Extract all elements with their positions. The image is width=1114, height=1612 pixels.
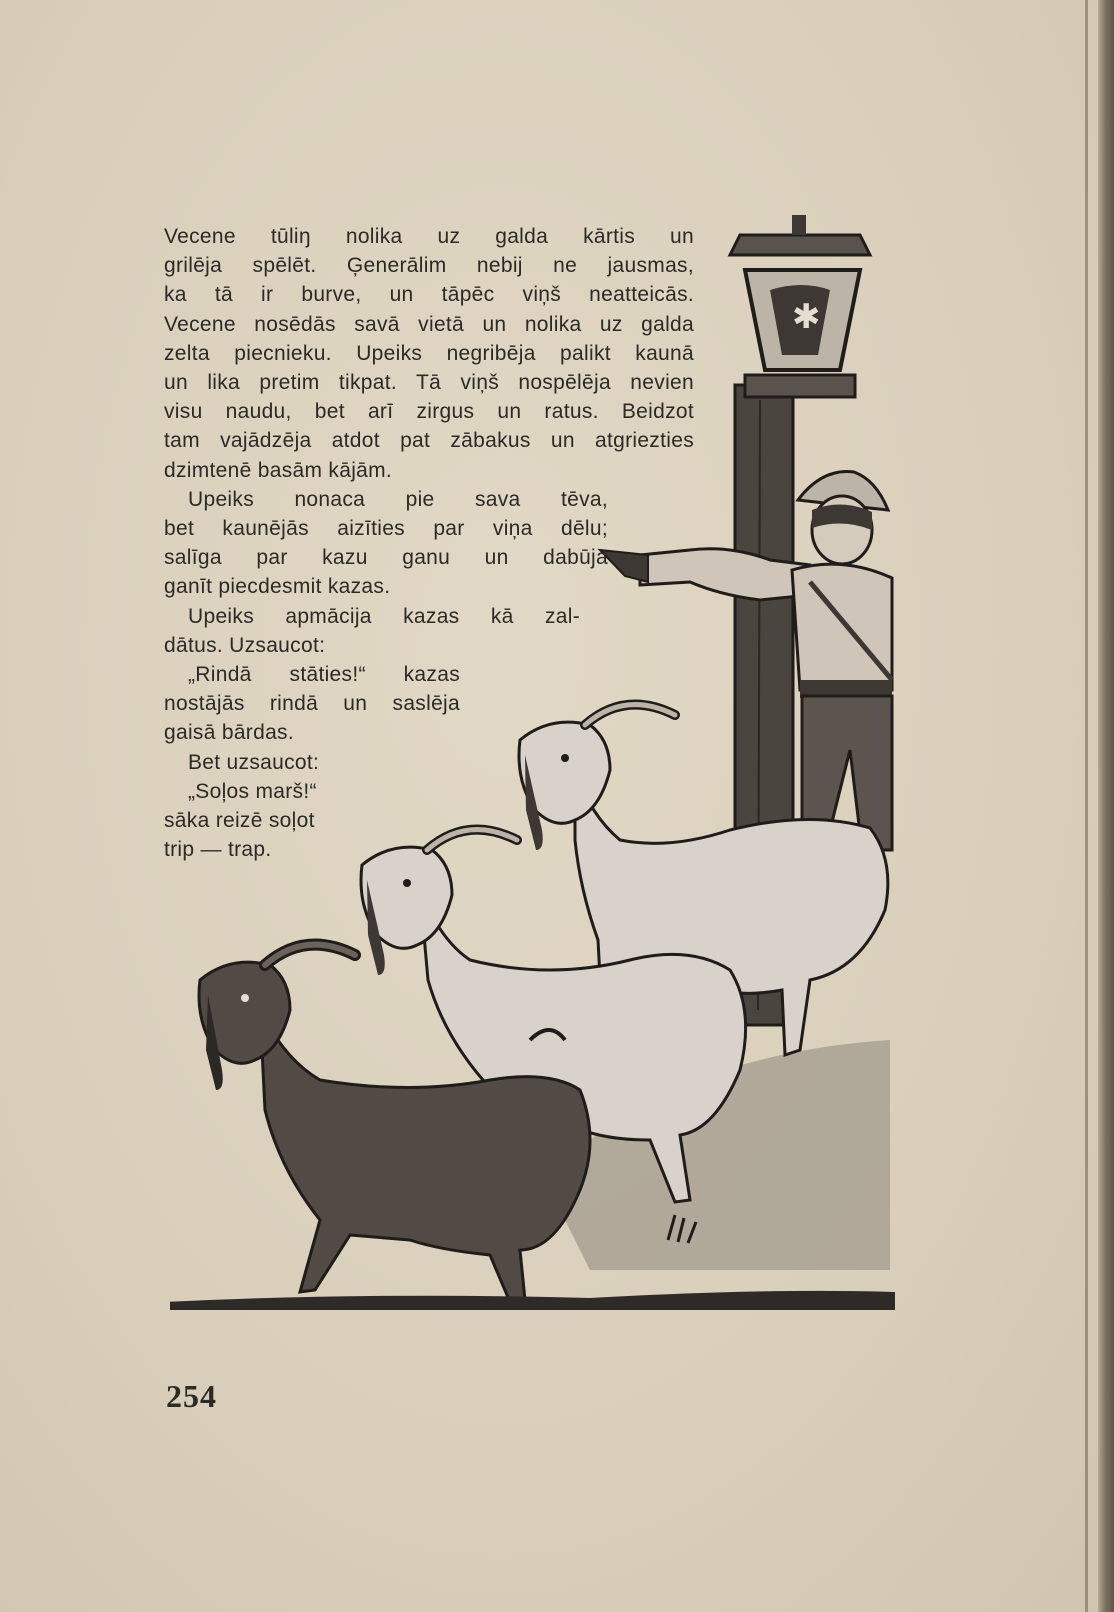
text-line: trip — trap.	[164, 838, 272, 862]
text-line: bet kaunējās aizīties par viņa dēlu;	[164, 517, 608, 541]
text-line: tam vajādzēja atdot pat zābakus un atgriezties	[164, 429, 694, 453]
text-line: Upeiks nonaca pie sava tēva,	[188, 487, 608, 511]
ground-line	[170, 1291, 895, 1310]
text-line: „Soļos marš!“	[188, 779, 317, 803]
page-number: 254	[166, 1378, 217, 1414]
text-line: Upeiks apmācija kazas kā zal-	[188, 604, 580, 628]
lantern-star-icon: ✱	[792, 297, 821, 337]
text-line: ka tā ir burve, un tāpēc viņš neatteicās.	[164, 283, 694, 307]
text-line: grilēja spēlēt. Ģenerālim nebij ne jausmas,	[164, 254, 694, 278]
text-line: ganīt piecdesmit kazas.	[164, 575, 391, 599]
text-line: un lika pretim tikpat. Tā viņš nospēlēja nevien	[164, 371, 694, 395]
text-line: Bet uzsaucot:	[188, 750, 320, 774]
text-line: sāka reizē soļot	[164, 809, 315, 833]
text-line: Vecene tūliŋ nolika uz galda kārtis un	[164, 225, 694, 248]
text-line: „Rindā stāties!“ kazas	[188, 663, 460, 687]
page-gutter-line	[1085, 0, 1088, 1612]
story-text	[164, 222, 704, 864]
text-line: visu naudu, bet arī zirgus un ratus. Beidzot	[164, 400, 694, 424]
text-line: dātus. Uzsaucot:	[164, 633, 326, 657]
lantern	[730, 215, 870, 370]
text-line: nostājās rindā un saslēja	[164, 692, 460, 716]
text-line: gaisā bārdas.	[164, 721, 294, 745]
text-line: dzimtenē basām kājām.	[164, 458, 393, 482]
text-line: zelta piecnieku. Upeiks negribēja palikt kaunā	[164, 341, 694, 365]
book-spine-edge	[1098, 0, 1114, 1612]
text-line: salīga par kazu ganu un dabūja	[164, 546, 608, 570]
text-line: Vecene nosēdās savā vietā un nolika uz galda	[164, 312, 694, 336]
